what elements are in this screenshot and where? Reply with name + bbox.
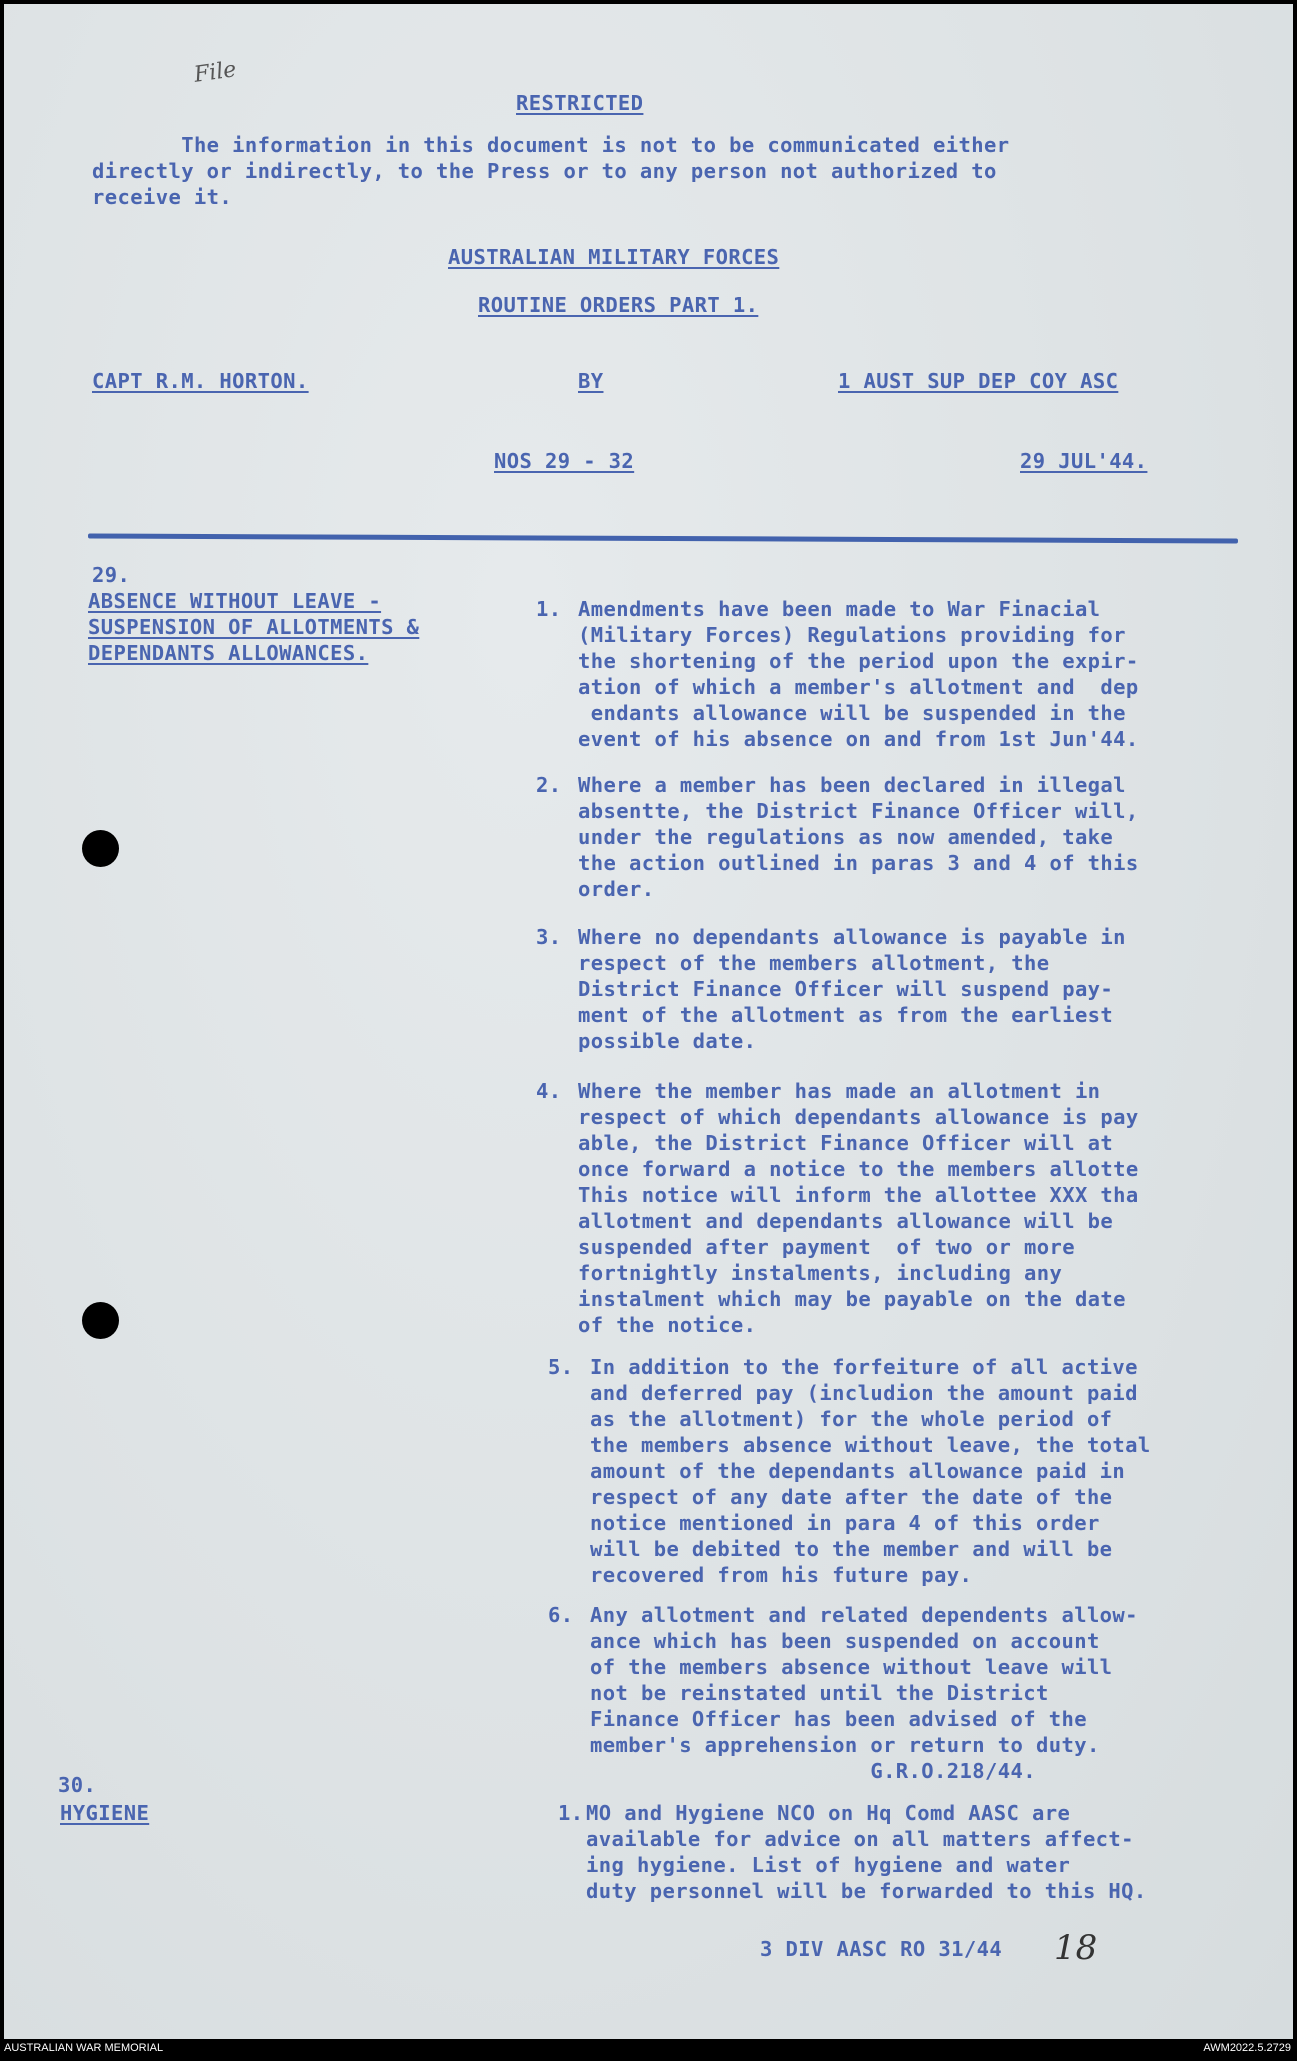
text-line: suspended after payment of two or more	[578, 1235, 1075, 1259]
paragraph-number: 1.	[558, 1801, 584, 1825]
text-line: ation of which a member's allotment and dep	[578, 675, 1139, 699]
punch-hole	[82, 830, 119, 867]
text-line: not be reinstated until the District	[590, 1681, 1049, 1705]
order-number: 29.	[92, 563, 131, 587]
text-line: respect of which dependants allowance is pay	[578, 1105, 1139, 1129]
text-line: order.	[578, 877, 655, 901]
distribution-stamp: 3 DIV AASC RO 31/44	[760, 1937, 1003, 1961]
archive-reference: AWM2022.5.2729	[1203, 2042, 1291, 2054]
text-line: Amendments have been made to War Finacial	[578, 597, 1101, 621]
order-title-line: ABSENCE WITHOUT LEAVE -	[88, 589, 382, 613]
text-line: the action outlined in paras 3 and 4 of this	[578, 851, 1139, 875]
order-title: HYGIENE	[60, 1801, 150, 1825]
paragraph-number: 4.	[536, 1079, 562, 1103]
reference-line: G.R.O.218/44.	[590, 1759, 1036, 1783]
text-line: endants allowance will be suspended in the	[578, 701, 1126, 725]
paragraph-number: 5.	[548, 1355, 574, 1379]
order-title-line: SUSPENSION OF ALLOTMENTS &	[88, 615, 420, 639]
order-title-line: DEPENDANTS ALLOWANCES.	[88, 641, 369, 665]
text-line: the shortening of the period upon the expir-	[578, 649, 1139, 673]
text-line: Where no dependants allowance is payable in	[578, 925, 1126, 949]
by-label: BY	[578, 369, 604, 393]
text-line: This notice will inform the allottee XXX tha	[578, 1183, 1139, 1207]
text-line: duty personnel will be forwarded to this HQ.	[586, 1879, 1147, 1903]
series-heading: ROUTINE ORDERS PART 1.	[478, 293, 759, 317]
text-line: event of his absence on and from 1st Jun'44.	[578, 727, 1139, 751]
text-line: MO and Hygiene NCO on Hq Comd AASC are	[586, 1801, 1071, 1825]
text-line: Finance Officer has been advised of the	[590, 1707, 1087, 1731]
punch-hole	[82, 1302, 119, 1339]
text-line: Any allotment and related dependents allow-	[590, 1603, 1138, 1627]
text-line: notice mentioned in para 4 of this order	[590, 1511, 1100, 1535]
force-heading: AUSTRALIAN MILITARY FORCES	[448, 245, 780, 269]
issuer-name: CAPT R.M. HORTON.	[92, 369, 309, 393]
text-line: Where a member has been declared in illegal	[578, 773, 1126, 797]
caveat-line: receive it.	[92, 185, 233, 209]
order-title	[88, 588, 419, 666]
unit-name: 1 AUST SUP DEP COY ASC	[838, 369, 1119, 393]
text-line: allotment and dependants allowance will be	[578, 1209, 1114, 1233]
text-line: will be debited to the member and will be	[590, 1537, 1113, 1561]
paragraph-number: 1.	[536, 597, 562, 621]
page-number: 18	[1054, 1928, 1098, 1968]
text-line: respect of the members allotment, the	[578, 951, 1050, 975]
archive-credit: AUSTRALIAN WAR MEMORIAL	[4, 2042, 164, 2054]
text-line: under the regulations as now amended, take	[578, 825, 1114, 849]
text-line: ance which has been suspended on account	[590, 1629, 1100, 1653]
text-line: as the allotment) for the whole period of	[590, 1407, 1113, 1431]
paragraph-number: 2.	[536, 773, 562, 797]
text-line: available for advice on all matters affect-	[586, 1827, 1134, 1851]
caveat-line: The information in this document is not to be communicated either	[181, 133, 1010, 157]
classification-heading: RESTRICTED	[516, 91, 644, 115]
order-number: 30.	[58, 1773, 97, 1797]
text-line: recovered from his future pay.	[590, 1563, 973, 1587]
text-line: amount of the dependants allowance paid in	[590, 1459, 1126, 1483]
order-date: 29 JUL'44.	[1020, 449, 1148, 473]
text-line: possible date.	[578, 1029, 757, 1053]
text-line: (Military Forces) Regulations providing for	[578, 623, 1126, 647]
paragraph-number: 6.	[548, 1603, 574, 1627]
header-divider	[88, 533, 1238, 543]
text-line: of the members absence without leave will	[590, 1655, 1113, 1679]
text-line: In addition to the forfeiture of all active	[590, 1355, 1138, 1379]
text-line: absentte, the District Finance Officer will,	[578, 799, 1139, 823]
text-line: respect of any date after the date of the	[590, 1485, 1113, 1509]
paragraph-number: 3.	[536, 925, 562, 949]
text-line: the members absence without leave, the total	[590, 1433, 1151, 1457]
text-line: once forward a notice to the members allotte	[578, 1157, 1139, 1181]
handwritten-note: File	[192, 57, 238, 88]
text-line: District Finance Officer will suspend pay-	[578, 977, 1114, 1001]
text-line: fortnightly instalments, including any	[578, 1261, 1063, 1285]
text-line: ing hygiene. List of hygiene and water	[586, 1853, 1071, 1877]
text-line: member's apprehension or return to duty.	[590, 1733, 1100, 1757]
text-line: and deferred pay (includion the amount paid	[590, 1381, 1138, 1405]
caveat-line: directly or indirectly, to the Press or to any person not authorized to	[92, 159, 997, 183]
order-numbers: NOS 29 - 32	[494, 449, 635, 473]
text-line: able, the District Finance Officer will at	[578, 1131, 1114, 1155]
text-line: of the notice.	[578, 1313, 757, 1337]
document-page	[4, 4, 1293, 2039]
text-line: ment of the allotment as from the earliest	[578, 1003, 1114, 1027]
text-line: instalment which may be payable on the date	[578, 1287, 1126, 1311]
text-line: Where the member has made an allotment in	[578, 1079, 1101, 1103]
